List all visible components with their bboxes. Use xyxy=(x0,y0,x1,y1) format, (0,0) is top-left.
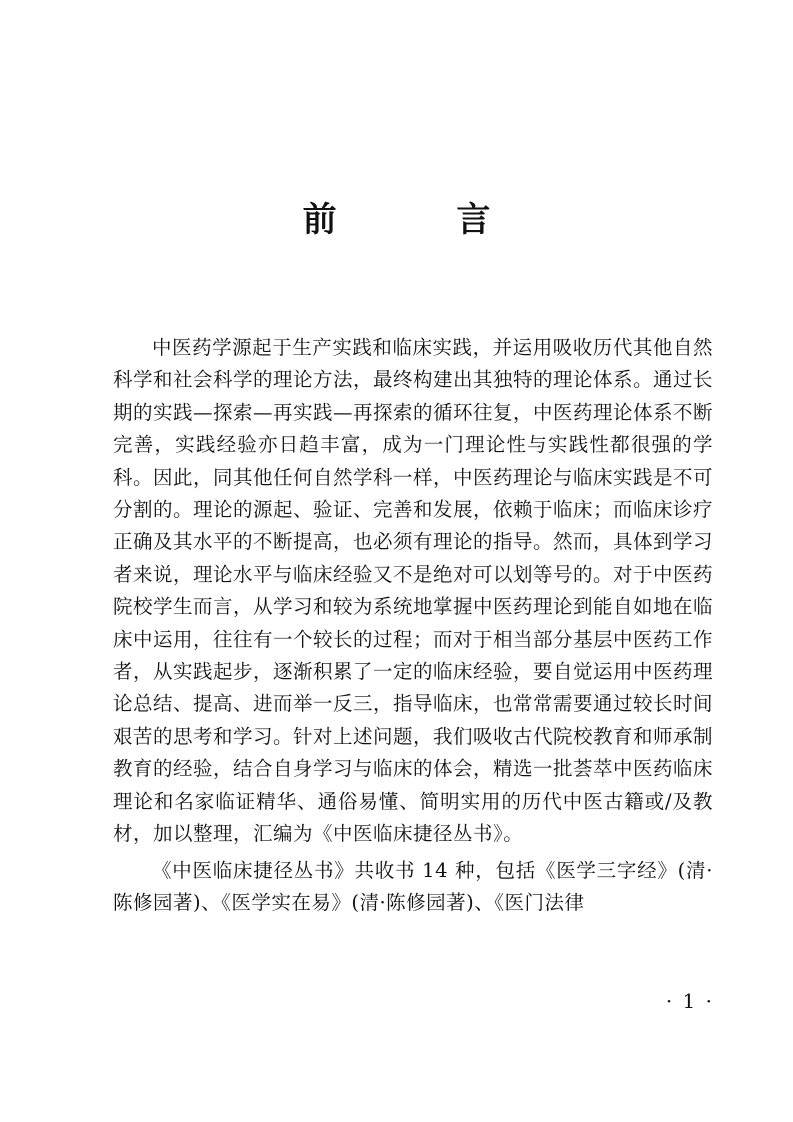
page-number: · 1 · xyxy=(665,989,714,1013)
preface-body xyxy=(113,332,713,919)
page-title: 前 言 xyxy=(302,200,545,240)
paragraph-2: 《中医临床捷径丛书》共收书 14 种，包括《医学三字经》(清·陈修园著)、《医学实在易》(清·陈修园著)、《医门法律 xyxy=(113,858,713,914)
paragraph-1: 中医药学源起于生产实践和临床实践，并运用吸收历代其他自然科学和社会科学的理论方法，最终构建出其独特的理论体系。通过长期的实践—探索—再实践—再探索的循环往复，中医药理论体系不断完善，实践经验亦日趋丰富，成为一门理论性与实践性都很强的学科。因此，同其他任何自然学科一样，中医药理论与临床实践是不可分割的。理论的源起、验证、完善和发展，依赖于临床；而临床诊疗正确及其水平的不断提高，也必须有理论的指导。然而，具体到学习者来说，理论水平与临床经验又不是绝对可以划等号的。对于中医药院校学生而言，从学习和较为系统地掌握中医药理论到能自如地在临床中运用，往往有一个较长的过程；而对于相当部分基层中医药工作者，从实践起步，逐渐积累了一定的临床经验，要自觉运用中医药理论总结、提高、进而举一反三，指导临床，也常常需要通过较长时间艰苦的思考和学习。针对上述问题，我们吸收古代院校教育和师承制教育的经验，结合自身学习与临床的体会，精选一批荟萃中医药临床理论和名家临证精华、通俗易懂、简明实用的历代中医古籍或/及教材，加以整理，汇编为《中医临床捷径丛书》。 xyxy=(113,336,714,846)
